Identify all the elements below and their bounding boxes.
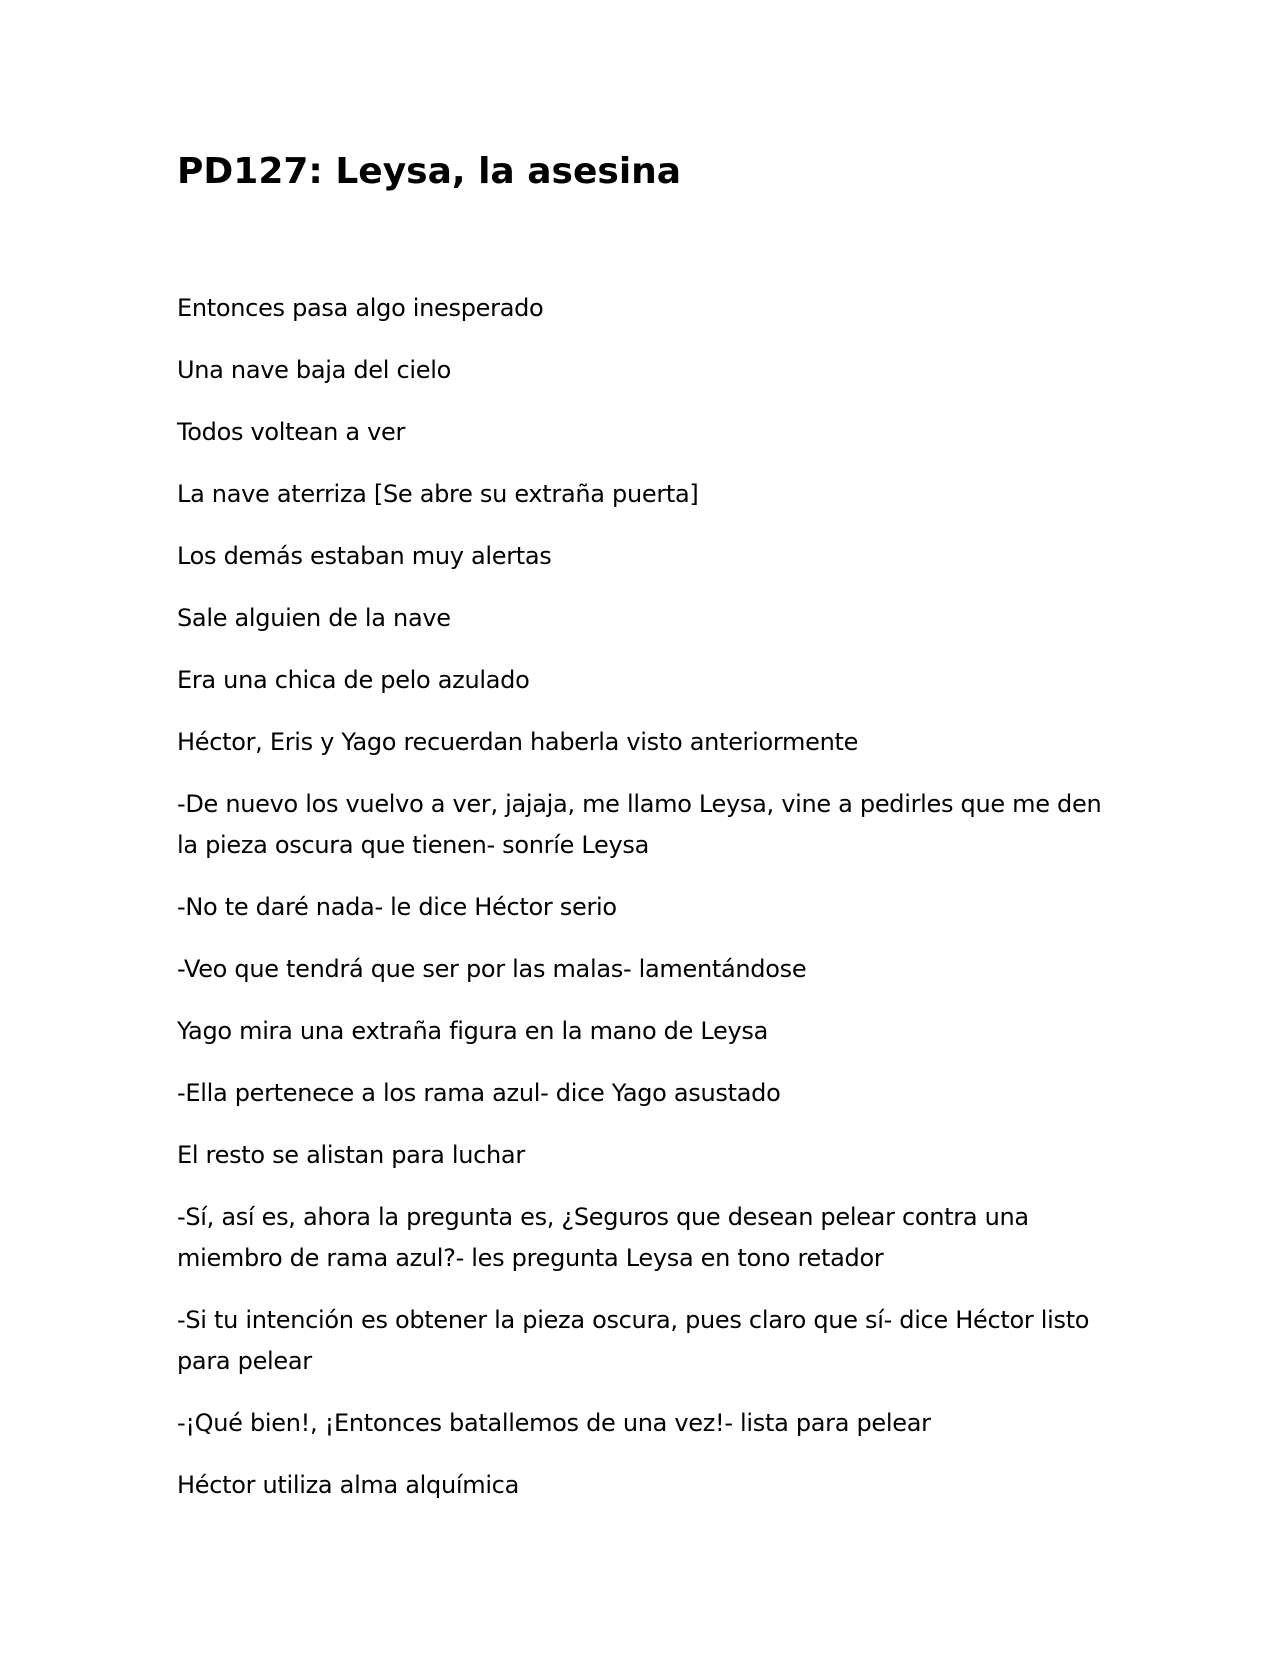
paragraph: Una nave baja del cielo (177, 356, 451, 384)
document-body (177, 288, 1107, 1527)
paragraph: -De nuevo los vuelvo a ver, jajaja, me llamo Leysa, vine a pedirles que me den la pieza oscura que tienen- sonríe Leysa (177, 790, 1102, 859)
paragraph: Yago mira una extraña figura en la mano de Leysa (177, 1017, 769, 1045)
paragraph: -Si tu intención es obtener la pieza oscura, pues claro que sí- dice Héctor listo para pelear (177, 1306, 1090, 1375)
paragraph: Era una chica de pelo azulado (177, 666, 530, 694)
paragraph: -Veo que tendrá que ser por las malas- lamentándose (177, 955, 807, 983)
paragraph: Todos voltean a ver (177, 418, 406, 446)
paragraph: Los demás estaban muy alertas (177, 542, 552, 570)
paragraph: -No te daré nada- le dice Héctor serio (177, 893, 617, 921)
paragraph: Entonces pasa algo inesperado (177, 294, 544, 322)
paragraph: -¡Qué bien!, ¡Entonces batallemos de una vez!- lista para pelear (177, 1409, 931, 1437)
paragraph: Sale alguien de la nave (177, 604, 451, 632)
paragraph: El resto se alistan para luchar (177, 1141, 525, 1169)
paragraph: Héctor, Eris y Yago recuerdan haberla visto anteriormente (177, 728, 859, 756)
paragraph: La nave aterriza [Se abre su extraña puerta] (177, 480, 699, 508)
paragraph: Héctor utiliza alma alquímica (177, 1471, 519, 1499)
paragraph: -Ella pertenece a los rama azul- dice Yago asustado (177, 1079, 781, 1107)
document-title: PD127: Leysa, la asesina (177, 151, 682, 192)
paragraph: -Sí, así es, ahora la pregunta es, ¿Seguros que desean pelear contra una miembro de rama azul?- les pregunta Leysa en tono retador (177, 1203, 1029, 1272)
